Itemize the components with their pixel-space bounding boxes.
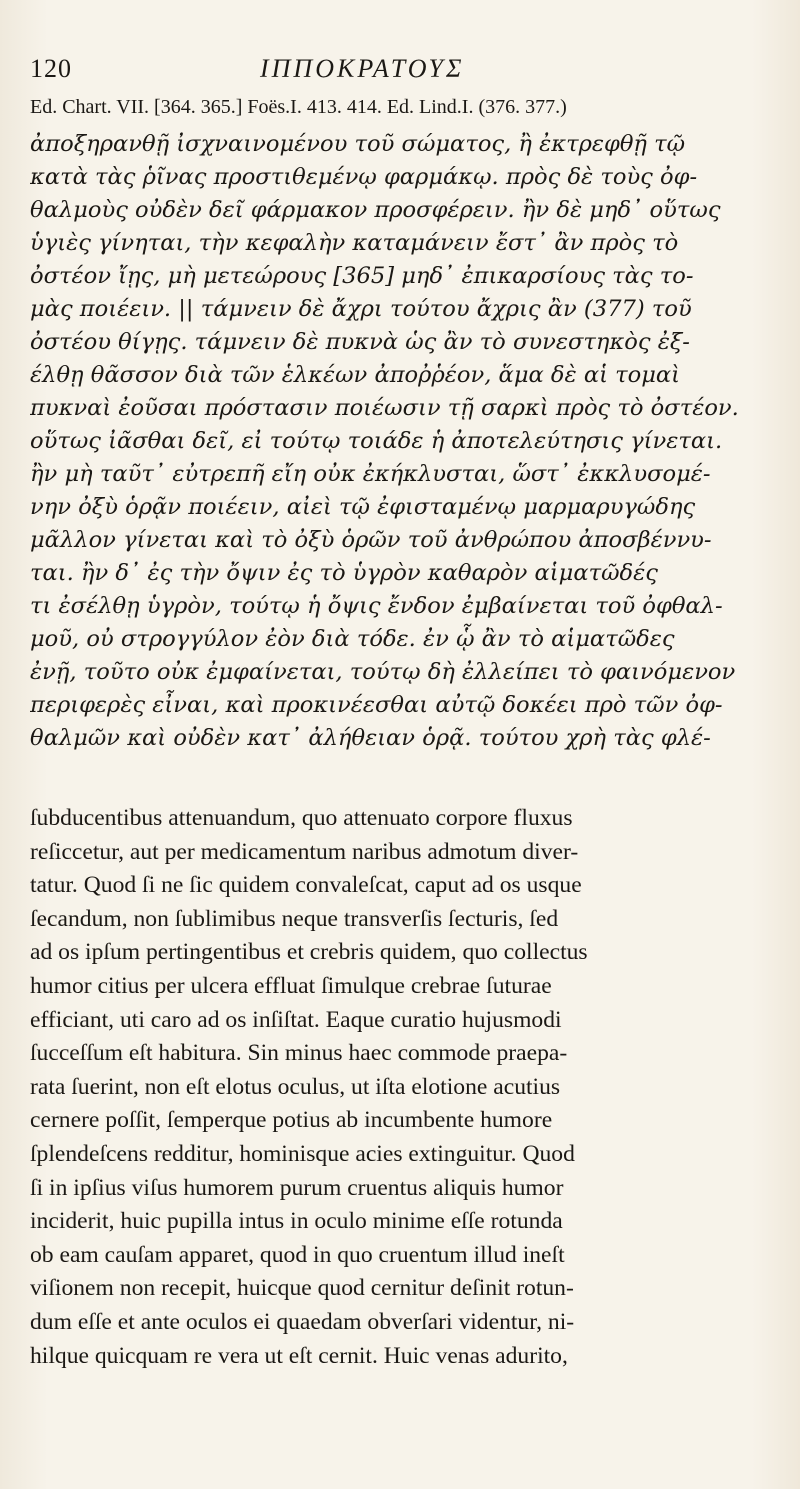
greek-line: θαλμοὺς οὐδὲν δεῖ φάρμακον προσφέρειν. ἢν δὲ μηδ᾽ οὕτως [30,197,721,223]
greek-line: ὑγιὲς γίνηται, τὴν κεφαλὴν καταμάνειν ἔστ᾽ ἂν πρὸς τὸ [30,230,679,256]
latin-line: ſecandum, non ſublimibus neque transverſis ſecturis, ſed [30,905,559,932]
running-title: ΙΠΠΟΚΡΑΤΟΥΣ [260,54,465,83]
latin-line: viſionem non recepit, huicque quod cernitur deſinit rotun- [30,1275,574,1302]
greek-line: ται. ἢν δ᾽ ἐς τὴν ὄψιν ἐς τὸ ὑγρὸν καθαρὸν αἱματῶδές [30,560,658,586]
latin-line: cernere poſſit, ſemperque potius ab incumbente humore [30,1107,553,1134]
latin-line: efficiant, uti caro ad os inſiſtat. Eaque curatio hujusmodi [30,1006,562,1033]
latin-text-block [30,802,770,1373]
greek-line: μοῦ, οὐ στρογγύλον ἐὸν διὰ τόδε. ἐν ᾧ ἂν τὸ αἱματῶδες [30,626,675,652]
greek-line: πυκναὶ ἐοῦσαι πρόστασιν ποιέωσιν τῇ σαρκὶ πρὸς τὸ ὀστέον. [30,395,739,421]
greek-line: περιφερὲς εἶναι, καὶ προκινέεσθαι αὐτῷ δοκέει πρὸ τῶν ὀφ- [30,692,723,718]
greek-line: κατὰ τὰς ῥῖνας προστιθεμένῳ φαρμάκῳ. πρὸς δὲ τοὺς ὀφ- [30,164,698,190]
greek-line: θαλμῶν καὶ οὐδὲν κατ᾽ ἀλήθειαν ὁρᾷ. τούτου χρὴ τὰς φλέ- [30,725,711,751]
greek-line: μὰς ποιέειν. || τάμνειν δὲ ἄχρι τούτου ἄχρις ἂν (377) τοῦ [30,296,692,322]
latin-line: ſubducentibus attenuandum, quo attenuato corpore fluxus [30,805,573,831]
page-number: 120 [30,54,72,83]
greek-line: τι ἐσέλθῃ ὑγρὸν, τούτῳ ἡ ὄψις ἔνδον ἐμβαίνεται τοῦ ὀφθαλ- [30,593,723,619]
latin-line: rata ſuerint, non eſt elotus oculus, ut iſta elotione acutius [30,1073,561,1100]
greek-line: μᾶλλον γίνεται καὶ τὸ ὀξὺ ὁρῶν τοῦ ἀνθρώπου ἀποσβέννυ- [30,527,712,553]
latin-line: ob eam cauſam apparet, quod in quo cruentum illud ineſt [30,1241,565,1268]
greek-text-block [30,128,770,755]
edition-reference-line: Ed. Chart. VII. [364. 365.] Foës.I. 413. 414. Ed. Lind.I. (376. 377.) [30,96,567,118]
latin-line: ad os ipſum pertingentibus et crebris quidem, quo collectus [30,939,588,966]
latin-line: dum eſſe et ante oculos ei quaedam obverſari videntur, ni- [30,1308,575,1335]
greek-line: ἀποξηρανθῇ ἰσχναινομένου τοῦ σώματος, ἢ ἐκτρεφθῇ τῷ [30,131,686,157]
greek-line: ὀστέον ἴῃς, μὴ μετεώρους [365] μηδ᾽ ἐπικαρσίους τὰς το- [30,263,694,289]
latin-line: ſi in ipſius viſus humorem purum cruentus aliquis humor [30,1174,564,1201]
greek-line: οὕτως ἰᾶσθαι δεῖ, εἰ τούτῳ τοιάδε ἡ ἀποτελεύτησις γίνεται. [30,428,723,454]
page-header [30,50,770,90]
greek-line: ἐνῇ, τοῦτο οὐκ ἐμφαίνεται, τούτῳ δὴ ἐλλείπει τὸ φαινόμενον [30,659,736,685]
latin-line: inciderit, huic pupilla intus in oculo minime eſſe rotunda [30,1208,563,1235]
greek-line: νην ὀξὺ ὁρᾷν ποιέειν, αἰεὶ τῷ ἐφισταμένῳ μαρμαρυγώδης [30,494,696,520]
greek-line: έλθῃ θᾶσσον διὰ τῶν ἑλκέων ἀποῤῥέον, ἅμα δὲ αἱ τομαὶ [30,362,681,388]
latin-line: tatur. Quod ſi ne ſic quidem convaleſcat, caput ad os usque [30,872,582,899]
latin-line: ſucceſſum eſt habitura. Sin minus haec commode praepa- [30,1040,568,1067]
greek-line: ὀστέου θίγῃς. τάμνειν δὲ πυκνὰ ὡς ἂν τὸ συνεστηκὸς ἐξ- [30,329,690,355]
greek-line: ἢν μὴ ταῦτ᾽ εὐτρεπῆ εἴη οὐκ ἐκήκλυσται, ὥστ᾽ ἐκκλυσομέ- [30,461,711,487]
latin-line: ſplendeſcens redditur, hominisque acies extinguitur. Quod [30,1140,575,1167]
latin-line: humor citius per ulcera effluat ſimulque crebrae ſuturae [30,972,552,999]
latin-line: reſiccetur, aut per medicamentum naribus admotum diver- [30,838,579,865]
latin-line: hilque quicquam re vera ut eſt cernit. Huic venas adurito, [30,1342,568,1369]
